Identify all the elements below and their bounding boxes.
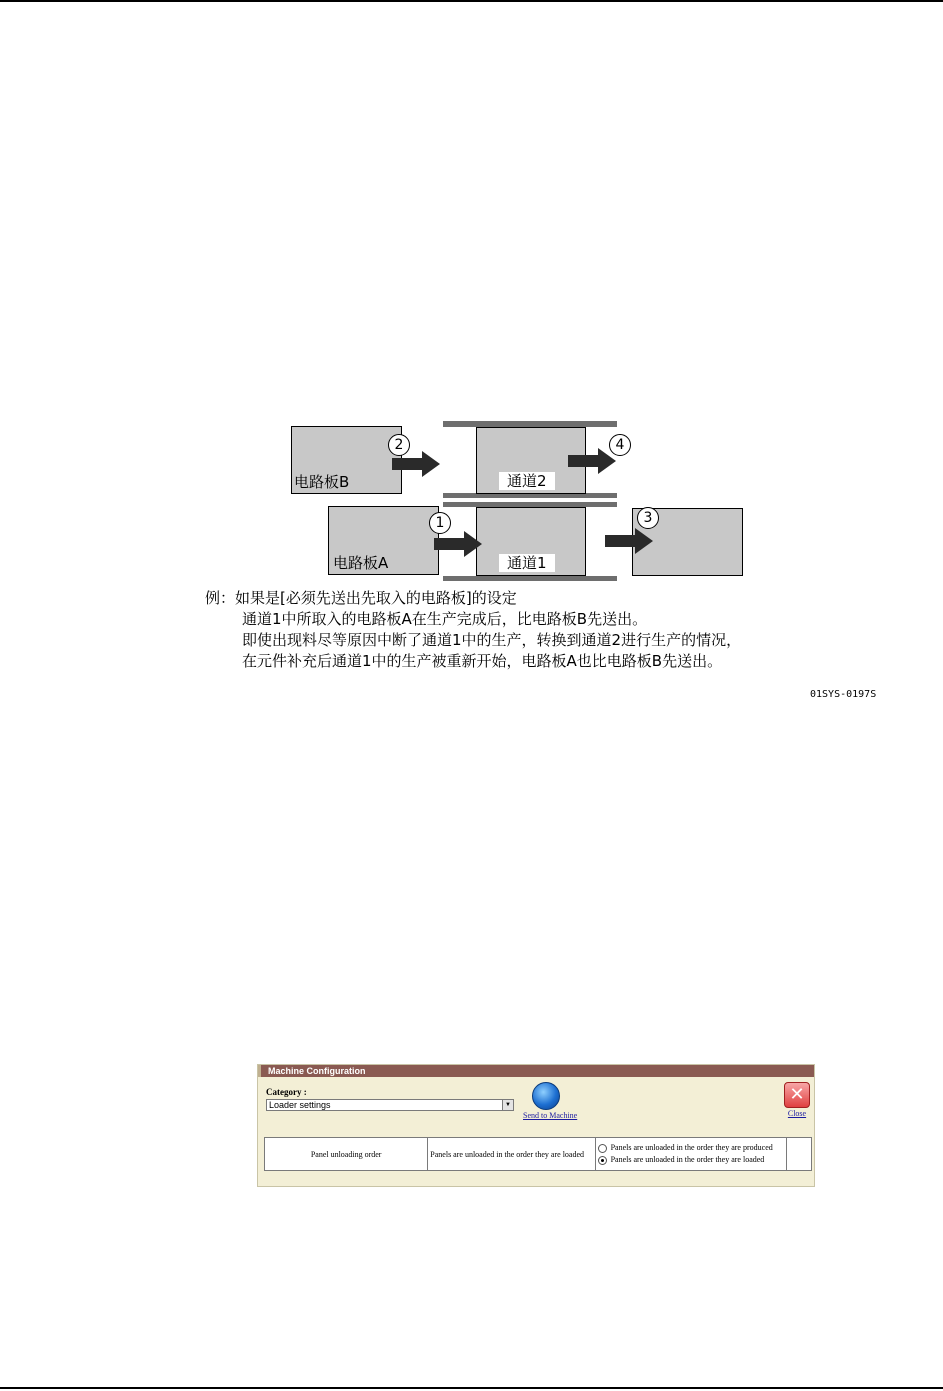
lane1-bottom-rail bbox=[443, 576, 617, 581]
send-to-machine-icon[interactable] bbox=[532, 1082, 560, 1110]
caption-line-4: 在元件补充后通道1中的生产被重新开始，电路板A也比电路板B先送出。 bbox=[242, 652, 723, 670]
setting-current-value: Panels are unloaded in the order they are loaded bbox=[428, 1138, 595, 1171]
settings-table bbox=[264, 1137, 812, 1171]
option-loaded[interactable] bbox=[598, 1154, 784, 1166]
lane1-label: 通道1 bbox=[499, 554, 555, 572]
category-select-value: Loader settings bbox=[269, 1100, 331, 1110]
setting-name: Panel unloading order bbox=[265, 1138, 428, 1171]
lane2-label: 通道2 bbox=[499, 472, 555, 490]
board-b-label: 电路板B bbox=[294, 473, 350, 491]
close-x-icon[interactable]: ✕ bbox=[784, 1082, 810, 1108]
table-row bbox=[265, 1138, 812, 1171]
board-a-label: 电路板A bbox=[333, 554, 389, 572]
arrow-lane1-out bbox=[605, 526, 655, 556]
category-label: Category : bbox=[266, 1087, 307, 1097]
send-to-machine-button[interactable] bbox=[523, 1082, 578, 1120]
chevron-down-icon[interactable]: ▼ bbox=[502, 1100, 513, 1110]
marker-4: 4 bbox=[609, 434, 631, 456]
option-loaded-label: Panels are unloaded in the order they are loaded bbox=[610, 1155, 765, 1164]
option-produced-label: Panels are unloaded in the order they are produced bbox=[610, 1143, 773, 1152]
machine-configuration-dialog bbox=[257, 1064, 815, 1187]
bottom-rule bbox=[0, 1387, 943, 1389]
send-to-machine-link[interactable]: Send to Machine bbox=[523, 1111, 578, 1120]
marker-3: 3 bbox=[637, 507, 659, 529]
option-produced[interactable] bbox=[598, 1142, 784, 1154]
radio-loaded[interactable] bbox=[598, 1156, 607, 1165]
empty-cell bbox=[786, 1138, 811, 1171]
caption-line-2: 通道1中所取入的电路板A在生产完成后，比电路板B先送出。 bbox=[242, 610, 648, 628]
board-b bbox=[291, 426, 402, 494]
figure-code: 01SYS-0197S bbox=[810, 689, 877, 700]
close-button[interactable] bbox=[783, 1082, 811, 1120]
marker-2: 2 bbox=[388, 434, 410, 456]
dialog-title: Machine Configuration bbox=[258, 1065, 814, 1077]
radio-produced[interactable] bbox=[598, 1144, 607, 1153]
setting-options bbox=[595, 1138, 786, 1171]
close-link[interactable]: Close bbox=[787, 1109, 807, 1118]
board-a bbox=[328, 506, 439, 575]
marker-1: 1 bbox=[429, 512, 451, 534]
diagram-caption bbox=[205, 588, 741, 672]
category-select[interactable] bbox=[266, 1099, 514, 1111]
caption-line-3: 即使出现料尽等原因中断了通道1中的生产，转换到通道2进行生产的情况， bbox=[242, 631, 742, 649]
caption-line-1: 例：如果是[必须先送出先取入的电路板]的设定 bbox=[205, 589, 517, 607]
lane1-board bbox=[476, 507, 586, 576]
